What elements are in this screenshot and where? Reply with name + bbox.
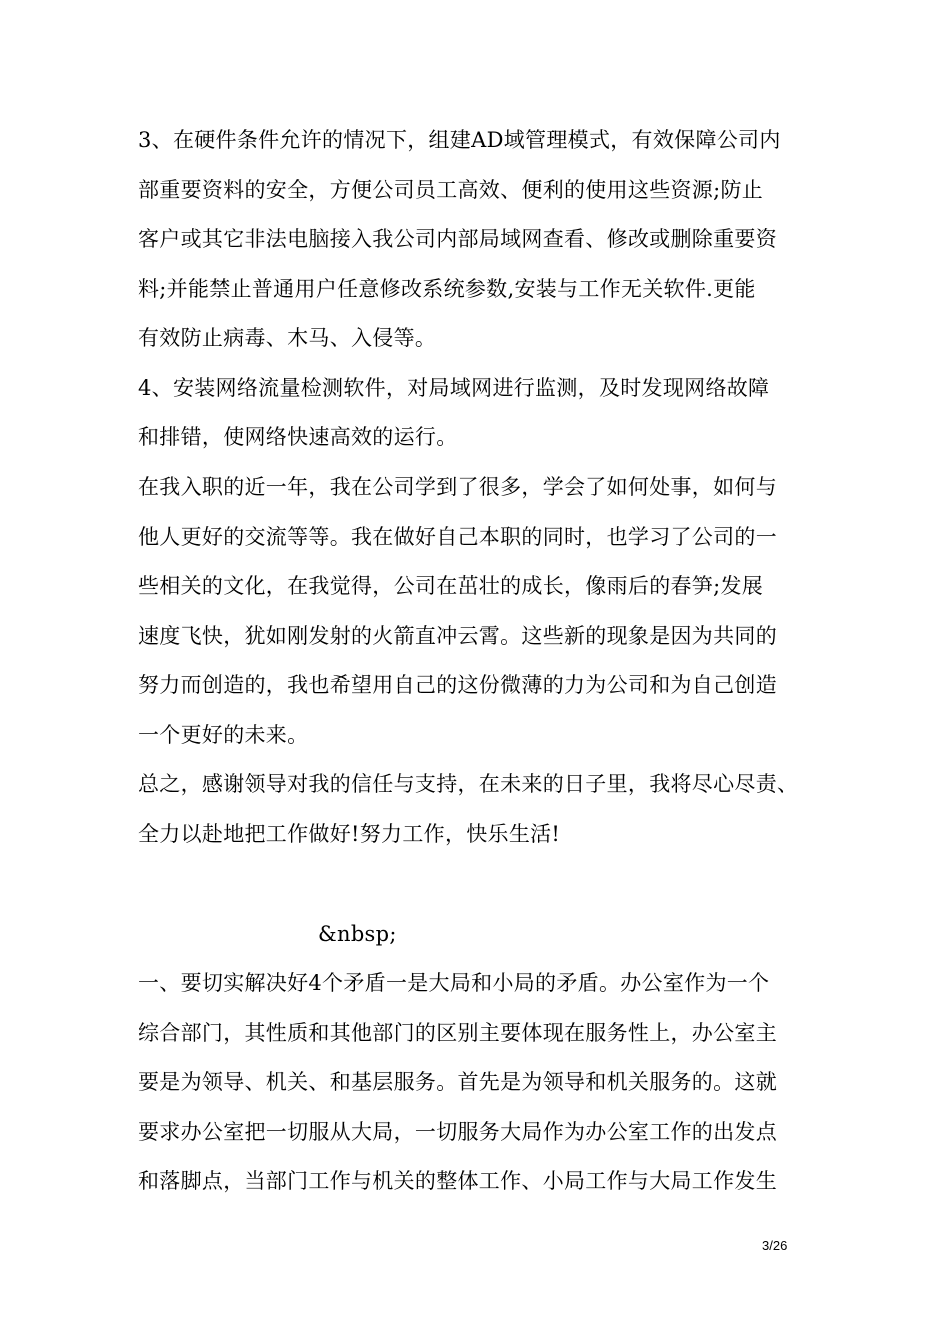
text-line: 4、安装网络流量检测软件，对局域网进行监测，及时发现网络故障 <box>138 376 770 400</box>
text-line: 和落脚点，当部门工作与机关的整体工作、小局工作与大局工作发生 <box>138 1169 777 1193</box>
text-line: 3、在硬件条件允许的情况下，组建AD域管理模式，有效保障公司内 <box>138 128 781 152</box>
text-line: 他人更好的交流等等。我在做好自己本职的同时，也学习了公司的一 <box>138 525 777 549</box>
page-number: 3/26 <box>762 1238 788 1253</box>
text-line: 努力而创造的，我也希望用自己的这份微薄的力为公司和为自己创造 <box>138 673 777 697</box>
text-line: 和排错，使网络快速高效的运行。 <box>138 425 458 449</box>
text-line: 要求办公室把一切服从大局，一切服务大局作为办公室工作的出发点 <box>138 1120 777 1144</box>
text-line: 有效防止病毒、木马、入侵等。 <box>138 326 437 350</box>
text-line: 全力以赴地把工作做好!努力工作，快乐生活! <box>138 822 561 846</box>
text-line: 要是为领导、机关、和基层服务。首先是为领导和机关服务的。这就 <box>138 1070 777 1094</box>
text-line: 在我入职的近一年，我在公司学到了很多，学会了如何处事，如何与 <box>138 475 777 499</box>
text-line: 总之，感谢领导对我的信任与支持，在未来的日子里，我将尽心尽责、 <box>138 772 799 796</box>
text-line: 些相关的文化，在我觉得，公司在茁壮的成长，像雨后的春笋;发展 <box>138 574 764 598</box>
text-line: 部重要资料的安全，方便公司员工高效、便利的使用这些资源;防止 <box>138 178 764 202</box>
text-line: 一个更好的未来。 <box>138 723 309 747</box>
text-line: &nbsp; <box>318 922 397 946</box>
text-line: 料;并能禁止普通用户任意修改系统参数,安装与工作无关软件.更能 <box>138 277 756 301</box>
text-line: 综合部门，其性质和其他部门的区别主要体现在服务性上，办公室主 <box>138 1021 777 1045</box>
text-line: 客户或其它非法电脑接入我公司内部局域网查看、修改或删除重要资 <box>138 227 777 251</box>
text-line: 速度飞快，犹如刚发射的火箭直冲云霄。这些新的现象是因为共同的 <box>138 624 777 648</box>
text-line: 一、要切实解决好4个矛盾一是大局和小局的矛盾。办公室作为一个 <box>138 971 770 995</box>
